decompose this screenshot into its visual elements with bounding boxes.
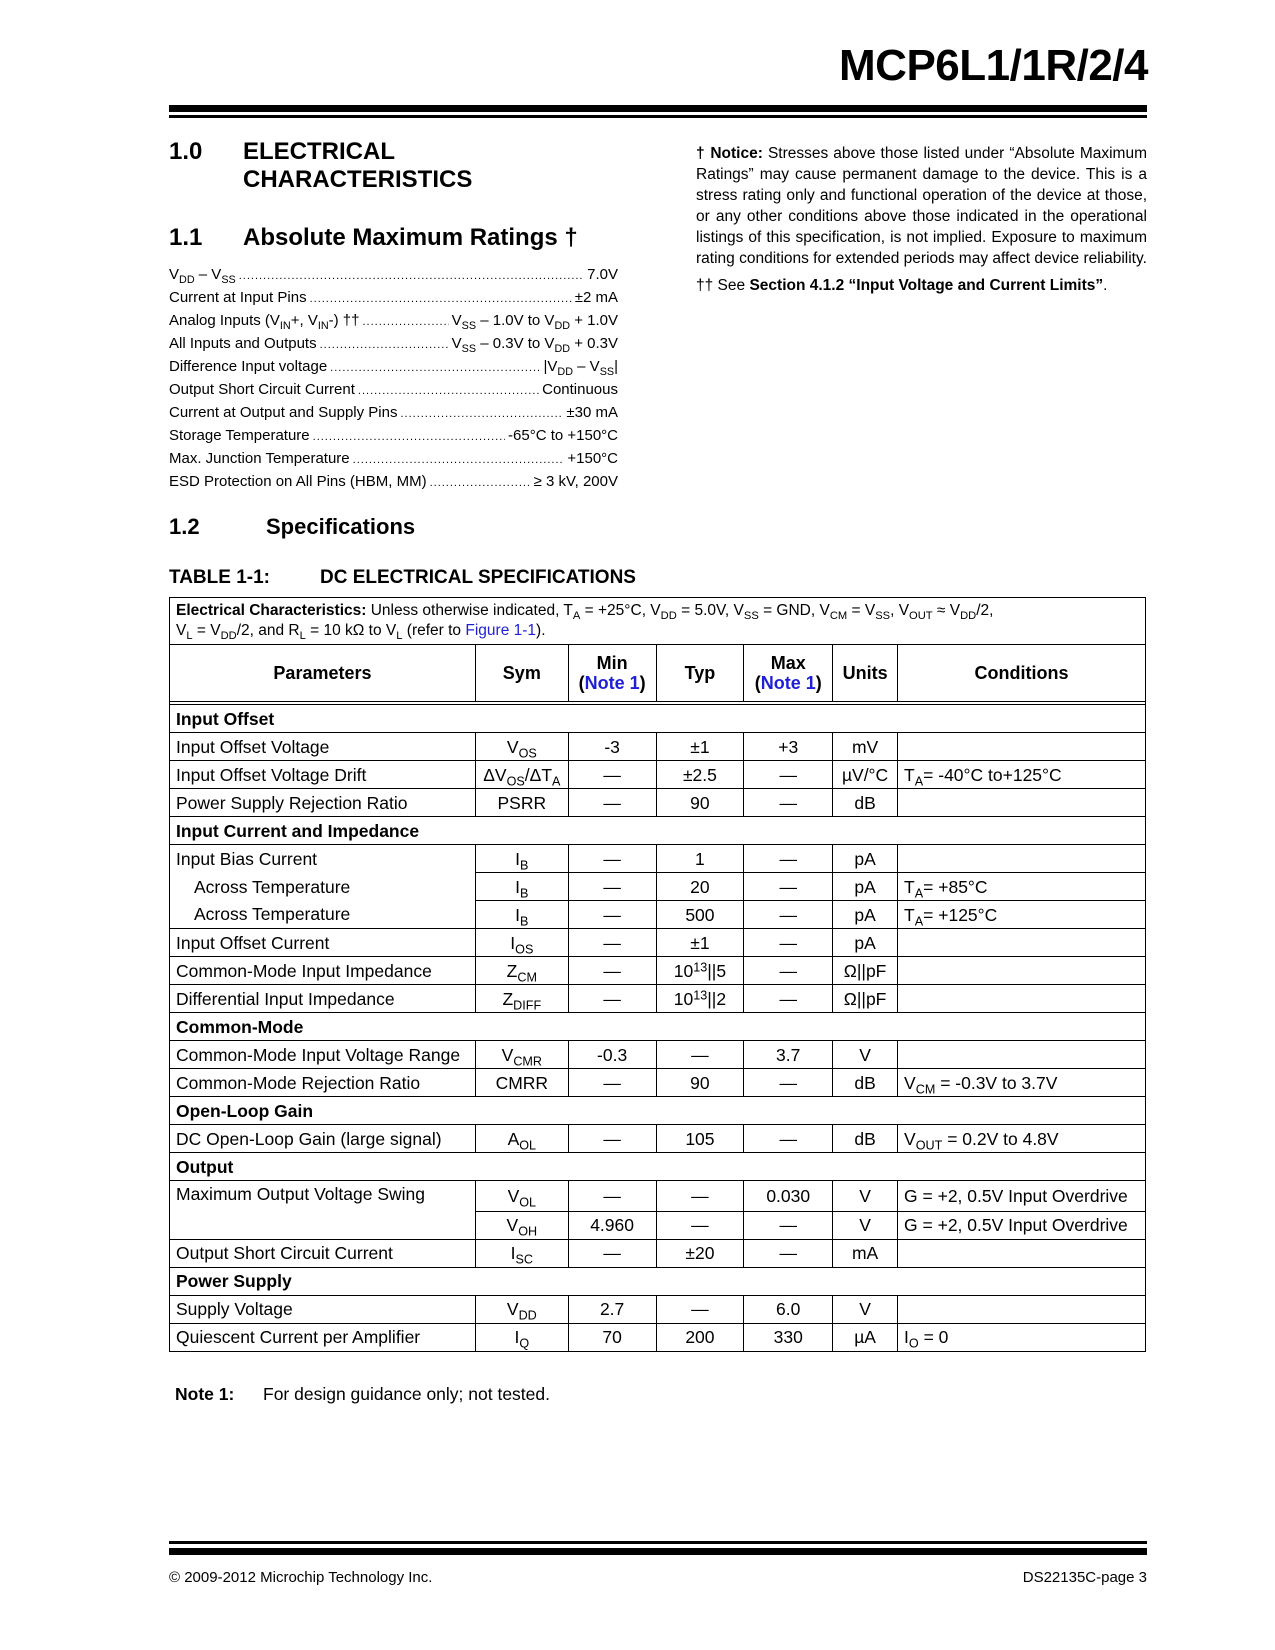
cond-cell xyxy=(898,1239,1146,1267)
group-title: Power Supply xyxy=(170,1267,1146,1295)
leader-dots xyxy=(400,408,563,420)
param-cell: Across Temperature xyxy=(170,873,476,901)
see-prefix: †† See xyxy=(696,277,746,294)
table-row xyxy=(170,1295,1146,1323)
units-cell: V xyxy=(833,1211,898,1239)
min-cell: — xyxy=(568,901,656,929)
table-caption xyxy=(169,567,636,589)
group-title: Input Current and Impedance xyxy=(170,817,1146,845)
max-cell: +3 xyxy=(744,733,833,761)
units-cell: Ω||pF xyxy=(833,957,898,985)
section-number: 1.0 xyxy=(169,138,203,165)
min-cell: — xyxy=(568,1239,656,1267)
rating-row xyxy=(169,358,618,381)
units-cell: mV xyxy=(833,733,898,761)
table-row xyxy=(170,1323,1146,1351)
document-title: MCP6L1/1R/2/4 xyxy=(839,41,1148,90)
table-row xyxy=(170,761,1146,789)
max-cell: — xyxy=(744,929,833,957)
min-cell: — xyxy=(568,1125,656,1153)
sym-cell: $\Delta V_{OS}/\Delta T_A$ xyxy=(475,761,568,789)
min-cell: — xyxy=(568,873,656,901)
group-row xyxy=(170,1097,1146,1125)
min-cell: 70 xyxy=(568,1323,656,1351)
note-text: For design guidance only; not tested. xyxy=(263,1384,550,1404)
param-cell: Common-Mode Rejection Ratio xyxy=(170,1069,476,1097)
col-max: Max (Note 1) xyxy=(744,645,833,702)
sym-cell: $V_{OS}$ xyxy=(475,733,568,761)
table-row xyxy=(170,929,1146,957)
max-cell: 3.7 xyxy=(744,1041,833,1069)
table-row xyxy=(170,733,1146,761)
cond-cell: G = +2, 0.5V Input Overdrive xyxy=(898,1181,1146,1212)
table-row xyxy=(170,1211,1146,1239)
units-cell: µV/°C xyxy=(833,761,898,789)
units-cell: pA xyxy=(833,873,898,901)
rating-row xyxy=(169,289,618,312)
leader-dots xyxy=(353,454,565,466)
rating-value: +150°C xyxy=(567,450,618,467)
units-cell: dB xyxy=(833,789,898,817)
typ-cell: ±1 xyxy=(656,929,744,957)
typ-cell: — xyxy=(656,1181,744,1212)
units-cell: mA xyxy=(833,1239,898,1267)
min-cell: — xyxy=(568,761,656,789)
group-title: Output xyxy=(170,1153,1146,1181)
col-parameters: Parameters xyxy=(170,645,476,702)
min-cell: — xyxy=(568,929,656,957)
notice-text: Stresses above those listed under “Absolute Maximum Ratings” may cause permanent damage to the device. This is a stress rating only and functional operation of the device at those, or any other conditions above those indicated in the operational listings of this specification, is not implied. Exposure to maximum rating conditions for extended periods may affect device reliability. xyxy=(696,145,1148,267)
max-cell: — xyxy=(744,1211,833,1239)
note-1-link[interactable]: Note 1 xyxy=(760,673,816,693)
cond-cell xyxy=(898,1041,1146,1069)
typ-cell: ±20 xyxy=(656,1239,744,1267)
section-reference-link[interactable]: Section 4.1.2 “Input Voltage and Current Limits” xyxy=(749,277,1104,294)
max-cell: — xyxy=(744,1125,833,1153)
max-cell: — xyxy=(744,957,833,985)
notice-block xyxy=(696,143,1147,302)
max-cell: 0.030 xyxy=(744,1181,833,1212)
sym-cell: $V_{CMR}$ xyxy=(475,1041,568,1069)
note-label: Note 1: xyxy=(175,1384,235,1404)
group-title: Open-Loop Gain xyxy=(170,1097,1146,1125)
header-row xyxy=(170,645,1146,702)
section-title: Specifications xyxy=(266,514,416,539)
typ-cell: $10^{13}||5$ xyxy=(656,957,744,985)
section-number: 1.1 xyxy=(169,224,203,251)
notice-paragraph xyxy=(696,143,1147,269)
table-row xyxy=(170,1181,1146,1212)
note-1-link[interactable]: Note 1 xyxy=(584,673,640,693)
table-row xyxy=(170,901,1146,929)
conditions-label: Electrical Characteristics: xyxy=(176,602,367,619)
rating-value: $V_{SS} - 0.3V$ to $V_{DD} + 0.3V$ xyxy=(451,335,618,355)
table-row xyxy=(170,873,1146,901)
cond-cell xyxy=(898,957,1146,985)
units-cell: V xyxy=(833,1295,898,1323)
units-cell: pA xyxy=(833,901,898,929)
rating-row xyxy=(169,427,618,450)
rating-label: All Inputs and Outputs xyxy=(169,335,317,352)
rating-value: Continuous xyxy=(542,381,618,398)
cond-cell xyxy=(898,789,1146,817)
param-cell: Input Offset Current xyxy=(170,929,476,957)
cond-cell: $V_{OUT} = 0.2V$ to 4.8V xyxy=(898,1125,1146,1153)
sym-cell: $I_B$ xyxy=(475,901,568,929)
max-cell: 330 xyxy=(744,1323,833,1351)
table-row xyxy=(170,957,1146,985)
typ-cell: 90 xyxy=(656,1069,744,1097)
sym-cell: $I_{OS}$ xyxy=(475,929,568,957)
rating-value: 7.0V xyxy=(587,266,618,283)
rating-label: Analog Inputs ($V_{IN}+$, $V_{IN}-$) †† xyxy=(169,312,360,332)
col-conditions: Conditions xyxy=(898,645,1146,702)
min-cell: — xyxy=(568,957,656,985)
group-row xyxy=(170,817,1146,845)
units-cell: pA xyxy=(833,929,898,957)
figure-1-1-link[interactable]: Figure 1-1 xyxy=(465,622,537,639)
table-row xyxy=(170,1041,1146,1069)
param-cell: Maximum Output Voltage Swing xyxy=(170,1181,476,1212)
param-cell: Common-Mode Input Voltage Range xyxy=(170,1041,476,1069)
min-cell: -3 xyxy=(568,733,656,761)
max-cell: — xyxy=(744,873,833,901)
max-cell: 6.0 xyxy=(744,1295,833,1323)
leader-dots xyxy=(239,270,584,282)
col-typ: Typ xyxy=(656,645,744,702)
rating-row xyxy=(169,404,618,427)
min-cell: — xyxy=(568,1181,656,1212)
min-cell: — xyxy=(568,789,656,817)
min-label: Min xyxy=(596,653,628,673)
rating-value: $|V_{DD} - V_{SS}|$ xyxy=(543,358,618,378)
units-cell: Ω||pF xyxy=(833,985,898,1013)
group-row xyxy=(170,705,1146,733)
param-cell: Supply Voltage xyxy=(170,1295,476,1323)
section-title-line2: CHARACTERISTICS xyxy=(243,166,473,193)
col-sym: Sym xyxy=(475,645,568,702)
rating-label: ESD Protection on All Pins (HBM, MM) xyxy=(169,473,427,490)
sym-cell: $Z_{DIFF}$ xyxy=(475,985,568,1013)
units-cell: µA xyxy=(833,1323,898,1351)
section-title-line1: ELECTRICAL xyxy=(243,138,395,165)
cond-cell xyxy=(898,845,1146,873)
sym-cell: $I_Q$ xyxy=(475,1323,568,1351)
rating-value: ±2 mA xyxy=(574,289,618,306)
typ-cell: 200 xyxy=(656,1323,744,1351)
units-cell: dB xyxy=(833,1069,898,1097)
rating-row xyxy=(169,312,618,335)
cond-cell: $T_A= +85^\circ C$ xyxy=(898,873,1146,901)
param-cell: Common-Mode Input Impedance xyxy=(170,957,476,985)
cond-cell: $T_A= -40^\circ C$ to+125°C xyxy=(898,761,1146,789)
see-suffix: . xyxy=(1103,277,1108,294)
footer-rule-thick xyxy=(169,1548,1147,1555)
rating-label: Max. Junction Temperature xyxy=(169,450,350,467)
header-rule-thin xyxy=(169,115,1147,118)
typ-cell: 105 xyxy=(656,1125,744,1153)
param-cell: Quiescent Current per Amplifier xyxy=(170,1323,476,1351)
col-min: Min (Note 1) xyxy=(568,645,656,702)
leader-dots xyxy=(330,362,540,374)
table-row xyxy=(170,789,1146,817)
rating-row xyxy=(169,381,618,404)
leader-dots xyxy=(358,385,539,397)
rating-row xyxy=(169,266,618,289)
leader-dots xyxy=(430,477,531,489)
sym-cell: $V_{OH}$ xyxy=(475,1211,568,1239)
min-cell: — xyxy=(568,845,656,873)
table-row xyxy=(170,985,1146,1013)
dc-electrical-specifications-table xyxy=(169,597,1146,1352)
rating-label: Difference Input voltage xyxy=(169,358,328,375)
footer-copyright: © 2009-2012 Microchip Technology Inc. xyxy=(169,1569,433,1586)
rating-value: -65°C to +150°C xyxy=(508,427,618,444)
typ-cell: $10^{13}||2$ xyxy=(656,985,744,1013)
rating-label: Output Short Circuit Current xyxy=(169,381,355,398)
sym-cell: $A_{OL}$ xyxy=(475,1125,568,1153)
table-row xyxy=(170,845,1146,873)
see-section-paragraph xyxy=(696,275,1147,296)
table-row xyxy=(170,1125,1146,1153)
leader-dots xyxy=(362,316,448,328)
absolute-max-ratings-list xyxy=(169,266,618,496)
notice-label: † Notice: xyxy=(696,145,763,162)
min-cell: — xyxy=(568,1069,656,1097)
electrical-characteristics-note: Electrical Characteristics: Unless otherwise indicated, $T_A = +25^\circ C$, $V_{DD} = 5.0V$, $V_{SS}$ = GND, $V_{CM} = V_{SS}$, $V_{OUT} \approx V_{DD}/2$, $V_L = V_{DD}/2$, and $R_L = 10$ kΩ to $V_L$ (refer to Figure 1-1). xyxy=(170,598,1146,645)
units-cell: dB xyxy=(833,1125,898,1153)
max-cell: — xyxy=(744,845,833,873)
typ-cell: 1 xyxy=(656,845,744,873)
max-cell: — xyxy=(744,985,833,1013)
rating-row xyxy=(169,450,618,473)
units-cell: V xyxy=(833,1041,898,1069)
param-cell: Input Offset Voltage xyxy=(170,733,476,761)
leader-dots xyxy=(310,293,572,305)
param-cell: Input Offset Voltage Drift xyxy=(170,761,476,789)
max-cell: — xyxy=(744,901,833,929)
group-row xyxy=(170,1267,1146,1295)
param-cell: Across Temperature xyxy=(170,901,476,929)
sym-cell: $Z_{CM}$ xyxy=(475,957,568,985)
cond-cell xyxy=(898,929,1146,957)
group-title: Common-Mode xyxy=(170,1013,1146,1041)
section-title: Absolute Maximum Ratings † xyxy=(243,224,578,251)
param-cell xyxy=(170,1211,476,1239)
section-number: 1.2 xyxy=(169,514,200,539)
cond-cell xyxy=(898,1295,1146,1323)
sym-cell: $I_{SC}$ xyxy=(475,1239,568,1267)
cond-cell: G = +2, 0.5V Input Overdrive xyxy=(898,1211,1146,1239)
footer-rule-thin xyxy=(169,1541,1147,1544)
typ-cell: — xyxy=(656,1211,744,1239)
sym-cell: CMRR xyxy=(475,1069,568,1097)
typ-cell: ±1 xyxy=(656,733,744,761)
table-note xyxy=(175,1384,550,1405)
param-cell: Output Short Circuit Current xyxy=(170,1239,476,1267)
conditions-row xyxy=(170,598,1146,645)
header-rule-thick xyxy=(169,105,1147,112)
max-cell: — xyxy=(744,1069,833,1097)
group-row xyxy=(170,1013,1146,1041)
table-title: DC ELECTRICAL SPECIFICATIONS xyxy=(320,567,636,588)
typ-cell: — xyxy=(656,1041,744,1069)
leader-dots xyxy=(320,339,449,351)
max-label: Max xyxy=(770,653,806,673)
table-row xyxy=(170,1239,1146,1267)
max-cell: — xyxy=(744,1239,833,1267)
rating-value: $V_{SS} - 1.0V$ to $V_{DD} + 1.0V$ xyxy=(451,312,618,332)
units-cell: V xyxy=(833,1181,898,1212)
param-cell: DC Open-Loop Gain (large signal) xyxy=(170,1125,476,1153)
units-cell: pA xyxy=(833,845,898,873)
rating-value: ≥ 3 kV, 200V xyxy=(533,473,618,490)
leader-dots xyxy=(313,431,505,443)
table-row xyxy=(170,1069,1146,1097)
sym-cell: $V_{DD}$ xyxy=(475,1295,568,1323)
min-cell: -0.3 xyxy=(568,1041,656,1069)
sym-cell: $I_B$ xyxy=(475,845,568,873)
rating-value: ±30 mA xyxy=(566,404,618,421)
sym-cell: $V_{OL}$ xyxy=(475,1181,568,1212)
cond-cell: $T_A= +125^\circ C$ xyxy=(898,901,1146,929)
cond-cell: $V_{CM} = -0.3V$ to 3.7V xyxy=(898,1069,1146,1097)
col-units: Units xyxy=(833,645,898,702)
max-cell: — xyxy=(744,789,833,817)
typ-cell: ±2.5 xyxy=(656,761,744,789)
min-cell: 2.7 xyxy=(568,1295,656,1323)
section-1-1-heading xyxy=(169,223,609,253)
min-cell: — xyxy=(568,985,656,1013)
min-cell: 4.960 xyxy=(568,1211,656,1239)
table-number: TABLE 1-1: xyxy=(169,567,270,588)
rating-label: $V_{DD} - V_{SS}$ xyxy=(169,266,236,286)
group-row xyxy=(170,1153,1146,1181)
rating-label: Current at Output and Supply Pins xyxy=(169,404,398,421)
footer-page-number: DS22135C-page 3 xyxy=(1022,1569,1147,1586)
section-1-0-heading xyxy=(169,137,609,197)
typ-cell: 90 xyxy=(656,789,744,817)
cond-cell xyxy=(898,733,1146,761)
typ-cell: — xyxy=(656,1295,744,1323)
cond-cell: $I_O = 0$ xyxy=(898,1323,1146,1351)
param-cell: Input Bias Current xyxy=(170,845,476,873)
typ-cell: 500 xyxy=(656,901,744,929)
rating-label: Storage Temperature xyxy=(169,427,310,444)
rating-row xyxy=(169,335,618,358)
max-cell: — xyxy=(744,761,833,789)
param-cell: Power Supply Rejection Ratio xyxy=(170,789,476,817)
typ-cell: 20 xyxy=(656,873,744,901)
rating-label: Current at Input Pins xyxy=(169,289,307,306)
param-cell: Differential Input Impedance xyxy=(170,985,476,1013)
rating-row xyxy=(169,473,618,496)
sym-cell: $I_B$ xyxy=(475,873,568,901)
group-title: Input Offset xyxy=(170,705,1146,733)
cond-cell xyxy=(898,985,1146,1013)
sym-cell: PSRR xyxy=(475,789,568,817)
